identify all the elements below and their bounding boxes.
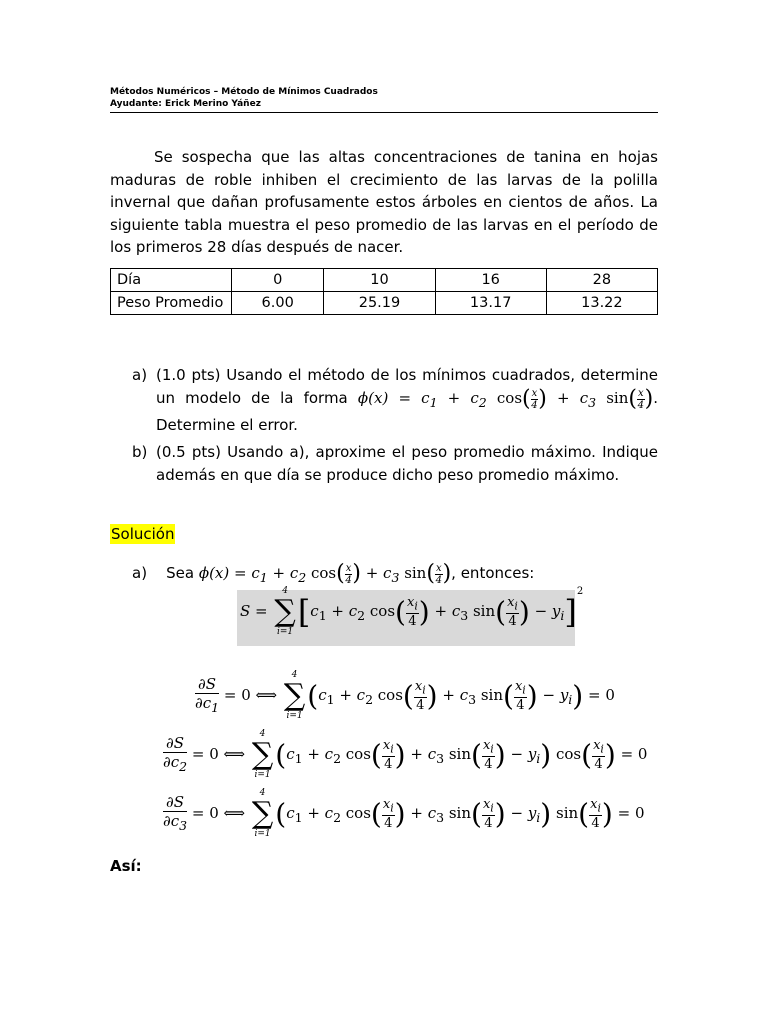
- intro-text: Se sospecha que las altas concentraciones de tanina en hojas maduras de roble inhiben el crecimiento de las larvas de la polilla invernal que dañan profusamente estos árboles en cientos de años. La siguiente tabla muestra el peso promedio de las larvas en el período de los primeros 28 días después de nacer.: [110, 148, 658, 256]
- question-b-text: (0.5 pts) Usando a), aproxime el peso promedio máximo. Indique además en que día se produce dicho peso promedio máximo.: [156, 443, 658, 484]
- data-table: [110, 268, 658, 315]
- header-title: Métodos Numéricos – Método de Mínimos Cuadrados: [110, 87, 378, 97]
- table-cell: 0: [232, 269, 324, 292]
- partial-derivative-c1: $\frac{\partial S}{\partial c_1}$ = 0 ⟺ 4 ∑ i=1 ($c_1 + c_2$ cos( $\frac{x_i}{4}$ ) + $c_3$ sin( $\frac{x_i}{4}$ ) − $y_i) = 0$: [195, 670, 615, 721]
- question-a: [132, 364, 658, 437]
- table-row: [111, 269, 658, 292]
- table-cell: 6.00: [232, 292, 324, 315]
- header-rule: [110, 112, 658, 113]
- row-label-day: Día: [111, 269, 232, 292]
- partial-derivative-c3: $\frac{\partial S}{\partial c_3}$ = 0 ⟺ 4 ∑ i=1 ($c_1 + c_2$ cos( $\frac{x_i}{4}$ ) + $c_3$ sin( $\frac{x_i}{4}$ ) − $y_i$) sin( $\frac{x_i}{4}$ ) = 0: [163, 788, 645, 839]
- model-formula: $\phi(x) = c_1 + c_2$ cos( $\frac{x}{4}$ ) + $c_3$ sin( $\frac{x}{4}$ ): [357, 386, 654, 412]
- table-cell: 16: [435, 269, 546, 292]
- table-cell: 28: [546, 269, 657, 292]
- solution-model-formula: $\phi(x) = c_1 + c_2$ cos( $\frac{x}{4}$ ) + $c_3$ sin( $\frac{x}{4}$ ): [198, 561, 452, 586]
- header-assistant: Ayudante: Erick Merino Yáñez: [110, 99, 261, 109]
- closing-text: Así:: [110, 857, 142, 875]
- question-b: [132, 441, 658, 487]
- solution-a-marker: a): [132, 564, 148, 582]
- row-label-weight: Peso Promedio: [111, 292, 232, 315]
- solution-heading: Solución: [111, 525, 175, 543]
- question-a-tail: . Determine el error.: [156, 389, 658, 434]
- solution-a-lead: Sea: [166, 564, 195, 582]
- question-a-text: (1.0 pts) Usando el método de los mínimos cuadrados, determine un modelo de la forma: [156, 366, 658, 407]
- solution-a-tail: , entonces:: [451, 564, 535, 582]
- table-row: [111, 292, 658, 315]
- table-cell: 13.22: [546, 292, 657, 315]
- sum-of-squares-equation: S = 4 ∑ i=1 [$c_1 + c_2$ cos( $\frac{x_i}{4}$ ) + $c_3$ sin( $\frac{x_i}{4}$ ) − $y_i]^2$: [240, 586, 584, 637]
- question-a-marker: a): [132, 366, 148, 384]
- question-b-marker: b): [132, 443, 148, 461]
- partial-derivative-c2: $\frac{\partial S}{\partial c_2}$ = 0 ⟺ 4 ∑ i=1 ($c_1 + c_2$ cos( $\frac{x_i}{4}$ ) + $c_3$ sin( $\frac{x_i}{4}$ ) − $y_i$) cos( $\frac{x_i}{4}$ ) = 0: [163, 729, 648, 780]
- table-cell: 13.17: [435, 292, 546, 315]
- table-cell: 10: [324, 269, 435, 292]
- intro-paragraph: [110, 146, 658, 259]
- table-cell: 25.19: [324, 292, 435, 315]
